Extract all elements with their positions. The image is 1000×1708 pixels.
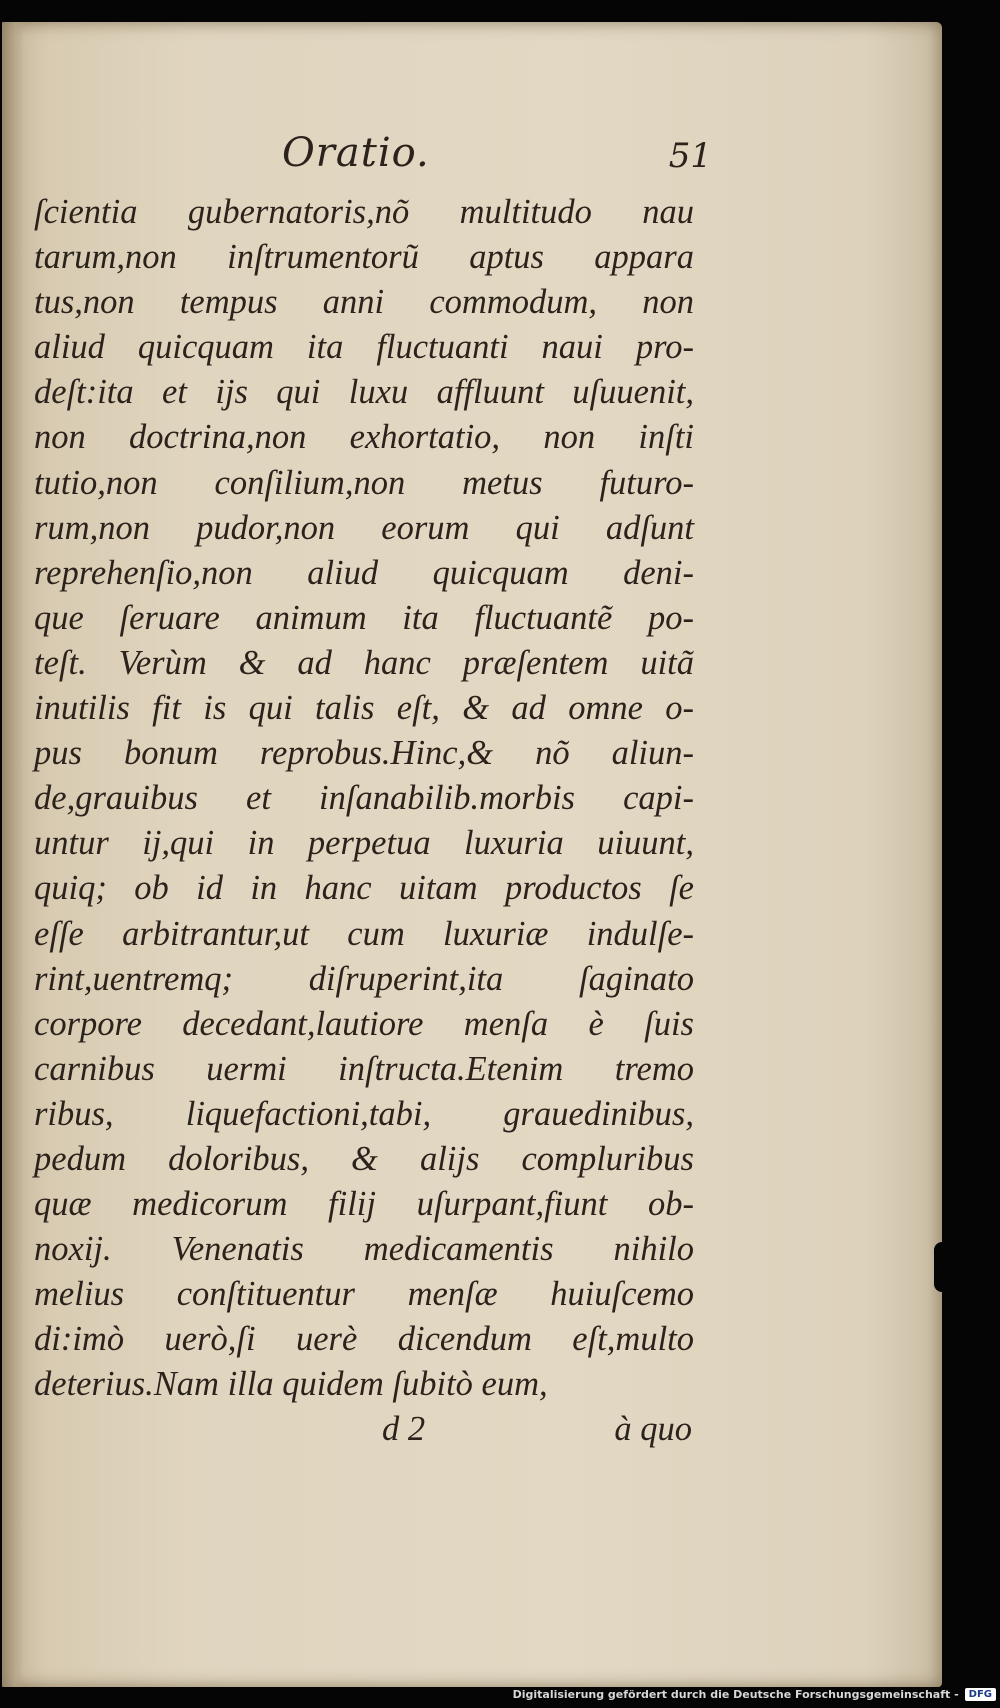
text-line: non doctrina,non exhortatio, non inſti bbox=[34, 418, 694, 457]
text-line: de,grauibus et inſanabilib.morbis capi- bbox=[34, 779, 694, 818]
text-line: inutilis fit is qui talis eſt, & ad omne o- bbox=[34, 689, 694, 728]
text-block bbox=[34, 190, 694, 1408]
text-line: tutio,non conſilium,non metus futuro- bbox=[34, 463, 694, 502]
text-line: noxij. Venenatis medicamentis nihilo bbox=[34, 1230, 694, 1269]
page-number: 51 bbox=[668, 136, 712, 176]
text-line: ribus, liquefactioni,tabi, grauedinibus, bbox=[34, 1094, 694, 1133]
text-line: quæ medicorum filij uſurpant,fiunt ob- bbox=[34, 1185, 694, 1224]
text-line: que ſeruare animum ita fluctuantẽ po- bbox=[34, 598, 694, 637]
credit-text: Digitalisierung gefördert durch die Deutsche Forschungsgemeinschaft - bbox=[512, 1687, 959, 1701]
book-page bbox=[2, 22, 942, 1687]
text-line: aliud quicquam ita fluctuanti naui pro- bbox=[34, 328, 694, 367]
text-line: carnibus uermi inſtructa.Etenim tremo bbox=[34, 1049, 694, 1088]
text-line: deterius.Nam illa quidem ſubitò eum, bbox=[34, 1365, 548, 1404]
text-line: reprehenſio,non aliud quicquam deni- bbox=[34, 553, 694, 592]
text-line: tus,non tempus anni commodum, non bbox=[34, 283, 694, 322]
running-head: Oratio. bbox=[282, 130, 430, 176]
text-line: melius conſtituentur menſæ huiuſcemo bbox=[34, 1275, 694, 1314]
signature-mark: d 2 bbox=[382, 1410, 426, 1448]
text-line: eſſe arbitrantur,ut cum luxuriæ indulſe- bbox=[34, 914, 694, 953]
text-line: pedum doloribus, & alijs compluribus bbox=[34, 1139, 694, 1178]
text-line: ſcientia gubernatoris,nõ multitudo nau bbox=[34, 193, 694, 231]
text-line: quiq; ob id in hanc uitam productos ſe bbox=[34, 869, 694, 908]
dfg-logo: DFG bbox=[965, 1688, 996, 1701]
text-line: pus bonum reprobus.Hinc,& nõ aliun- bbox=[34, 734, 694, 773]
text-line: deſt:ita et ijs qui luxu affluunt uſuuenit, bbox=[34, 373, 694, 412]
text-line: corpore decedant,lautiore menſa è ſuis bbox=[34, 1004, 694, 1043]
page-foot bbox=[382, 1410, 692, 1456]
catchword: à quo bbox=[614, 1410, 692, 1448]
text-line: tarum,non inſtrumentorũ aptus appara bbox=[34, 238, 694, 277]
digitization-credit bbox=[513, 1684, 996, 1704]
text-line: rint,uentremq; diſruperint,ita ſaginato bbox=[34, 959, 694, 998]
text-line: untur ij,qui in perpetua luxuria uiuunt, bbox=[34, 824, 694, 863]
text-line: rum,non pudor,non eorum qui adſunt bbox=[34, 508, 694, 547]
page-header bbox=[282, 130, 712, 190]
text-line: teſt. Verùm & ad hanc præſentem uitã bbox=[34, 643, 694, 682]
text-line: di:imò uerò,ſi uerè dicendum eſt,multo bbox=[34, 1320, 694, 1359]
